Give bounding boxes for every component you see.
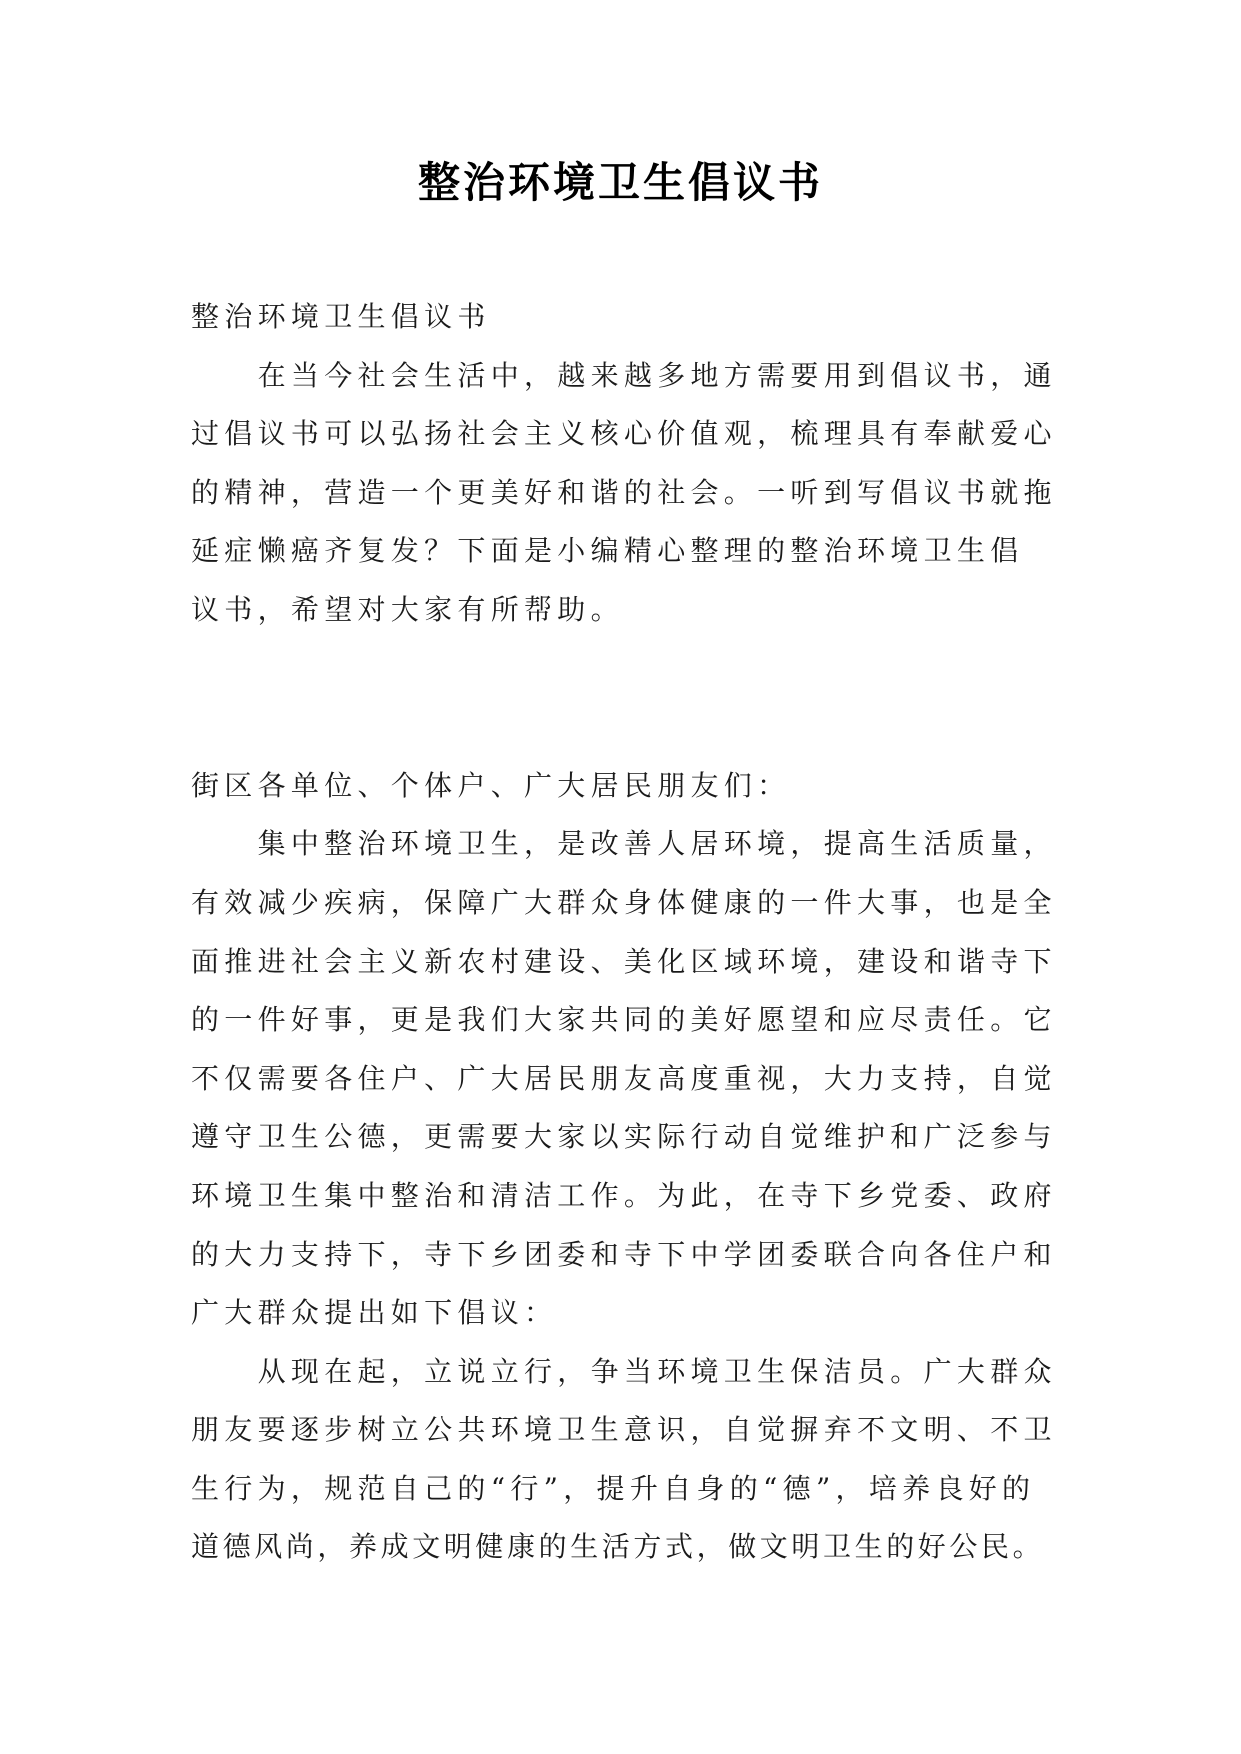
paragraph-line: 的精神，营造一个更美好和谐的社会。一听到写倡议书就拖 (191, 475, 1057, 509)
paragraph-line: 过倡议书可以弘扬社会主义核心价值观，梳理具有奉献爱心 (191, 417, 1057, 451)
paragraph-line: 有效减少疾病，保障广大群众身体健康的一件大事，也是全 (191, 885, 1057, 919)
paragraph-line: 广大群众提出如下倡议： (191, 1296, 558, 1330)
paragraph-line: 朋友要逐步树立公共环境卫生意识，自觉摒弃不文明、不卫 (191, 1413, 1057, 1447)
paragraph-line: 不仅需要各住户、广大居民朋友高度重视，大力支持，自觉 (191, 1061, 1057, 1095)
document-body (191, 288, 1191, 1577)
intro-paragraph (191, 347, 1191, 640)
paragraph-line: 遵守卫生公德，更需要大家以实际行动自觉维护和广泛参与 (191, 1120, 1057, 1154)
paragraph-line: 的大力支持下，寺下乡团委和寺下中学团委联合向各住户和 (191, 1237, 1057, 1271)
letter-paragraph-2 (191, 1343, 1191, 1577)
paragraph-line: 道德风尚，养成文明健康的生活方式，做文明卫生的好公民。 (191, 1530, 1045, 1564)
section-heading: 整治环境卫生倡议书 (191, 300, 491, 333)
letter-paragraph-1 (191, 815, 1191, 1342)
letter-greeting: 街区各单位、个体户、广大居民朋友们： (191, 768, 791, 802)
paragraph-line: 延症懒癌齐复发？下面是小编精心整理的整治环境卫生倡 (191, 534, 1024, 568)
letter-section (191, 757, 1191, 1577)
document-title: 整治环境卫生倡议书 (417, 158, 823, 207)
paragraph-line: 从现在起，立说立行，争当环境卫生保洁员。广大群众 (257, 1354, 1057, 1388)
paragraph-line: 集中整治环境卫生，是改善人居环境，提高生活质量， (257, 827, 1057, 861)
paragraph-line: 议书，希望对大家有所帮助。 (191, 592, 624, 626)
paragraph-line: 在当今社会生活中，越来越多地方需要用到倡议书，通 (257, 358, 1057, 392)
paragraph-line: 环境卫生集中整治和清洁工作。为此，在寺下乡党委、政府 (191, 1178, 1057, 1212)
paragraph-line: 的一件好事，更是我们大家共同的美好愿望和应尽责任。它 (191, 1003, 1057, 1037)
paragraph-line: 生行为，规范自己的“行”，提升自身的“德”，培养良好的 (191, 1471, 1036, 1505)
paragraph-line: 面推进社会主义新农村建设、美化区域环境，建设和谐寺下 (191, 944, 1057, 978)
